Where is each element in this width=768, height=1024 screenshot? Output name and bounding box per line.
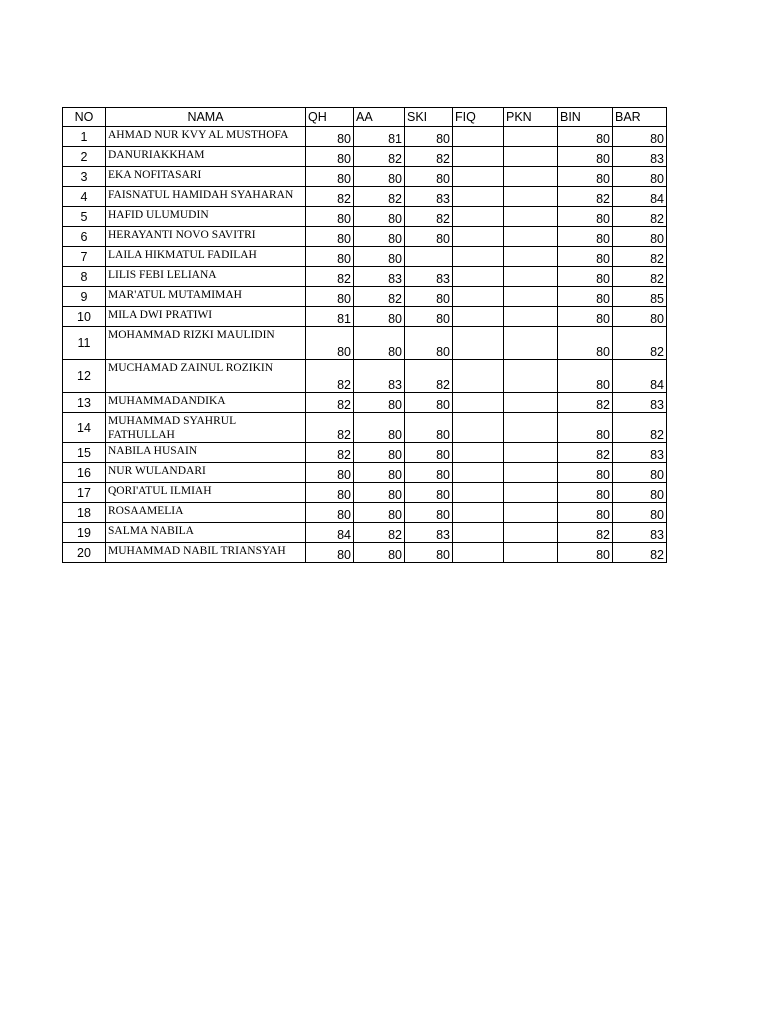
cell-pkn — [504, 127, 558, 147]
cell-ski: 80 — [405, 127, 453, 147]
cell-ski: 80 — [405, 327, 453, 360]
cell-qh: 82 — [306, 187, 354, 207]
cell-fiq — [453, 360, 504, 393]
cell-ski: 82 — [405, 147, 453, 167]
cell-nama: ROSAAMELIA — [106, 503, 306, 523]
cell-ski: 80 — [405, 543, 453, 563]
cell-bar: 84 — [613, 360, 667, 393]
cell-fiq — [453, 187, 504, 207]
cell-fiq — [453, 307, 504, 327]
cell-no: 14 — [63, 413, 106, 443]
cell-pkn — [504, 413, 558, 443]
cell-aa: 80 — [354, 483, 405, 503]
cell-bin: 80 — [558, 413, 613, 443]
table-row — [63, 187, 667, 207]
cell-bar: 82 — [613, 543, 667, 563]
table-row — [63, 287, 667, 307]
header-nama: NAMA — [106, 108, 306, 127]
cell-fiq — [453, 523, 504, 543]
cell-qh: 80 — [306, 227, 354, 247]
table-row — [63, 167, 667, 187]
cell-ski: 80 — [405, 287, 453, 307]
cell-no: 13 — [63, 393, 106, 413]
cell-nama: QORI'ATUL ILMIAH — [106, 483, 306, 503]
cell-aa: 83 — [354, 267, 405, 287]
cell-aa: 80 — [354, 167, 405, 187]
cell-no: 11 — [63, 327, 106, 360]
cell-aa: 82 — [354, 523, 405, 543]
cell-aa: 80 — [354, 247, 405, 267]
grades-table — [62, 107, 667, 563]
cell-bar: 82 — [613, 207, 667, 227]
cell-qh: 80 — [306, 483, 354, 503]
cell-aa: 80 — [354, 463, 405, 483]
cell-nama: MUCHAMAD ZAINUL ROZIKIN — [106, 360, 306, 393]
cell-no: 4 — [63, 187, 106, 207]
cell-fiq — [453, 483, 504, 503]
cell-bar: 82 — [613, 247, 667, 267]
cell-bar: 83 — [613, 523, 667, 543]
cell-ski: 80 — [405, 413, 453, 443]
cell-bar: 83 — [613, 443, 667, 463]
cell-nama: MOHAMMAD RIZKI MAULIDIN — [106, 327, 306, 360]
cell-no: 8 — [63, 267, 106, 287]
cell-bin: 80 — [558, 483, 613, 503]
cell-ski: 80 — [405, 227, 453, 247]
cell-pkn — [504, 463, 558, 483]
table-row — [63, 463, 667, 483]
cell-no: 6 — [63, 227, 106, 247]
cell-fiq — [453, 167, 504, 187]
cell-bin: 82 — [558, 523, 613, 543]
table-row — [63, 307, 667, 327]
cell-no: 18 — [63, 503, 106, 523]
cell-nama: MUHAMMAD NABIL TRIANSYAH — [106, 543, 306, 563]
cell-qh: 80 — [306, 167, 354, 187]
cell-bar: 80 — [613, 227, 667, 247]
cell-no: 16 — [63, 463, 106, 483]
cell-bar: 80 — [613, 463, 667, 483]
table-row — [63, 443, 667, 463]
cell-aa: 80 — [354, 443, 405, 463]
table-row — [63, 147, 667, 167]
cell-pkn — [504, 147, 558, 167]
cell-ski — [405, 247, 453, 267]
cell-nama: MUHAMMADANDIKA — [106, 393, 306, 413]
cell-pkn — [504, 187, 558, 207]
grades-sheet — [62, 107, 667, 563]
cell-bar: 80 — [613, 127, 667, 147]
cell-aa: 80 — [354, 503, 405, 523]
cell-nama: LILIS FEBI LELIANA — [106, 267, 306, 287]
cell-fiq — [453, 327, 504, 360]
cell-bin: 80 — [558, 227, 613, 247]
cell-bar: 84 — [613, 187, 667, 207]
cell-fiq — [453, 503, 504, 523]
table-row — [63, 523, 667, 543]
table-row — [63, 483, 667, 503]
cell-bin: 80 — [558, 147, 613, 167]
cell-fiq — [453, 393, 504, 413]
cell-bar: 80 — [613, 483, 667, 503]
cell-pkn — [504, 287, 558, 307]
table-row — [63, 207, 667, 227]
cell-no: 19 — [63, 523, 106, 543]
header-aa: AA — [354, 108, 405, 127]
cell-qh: 80 — [306, 327, 354, 360]
cell-pkn — [504, 483, 558, 503]
cell-ski: 80 — [405, 307, 453, 327]
cell-bar: 85 — [613, 287, 667, 307]
table-row — [63, 360, 667, 393]
cell-bin: 80 — [558, 167, 613, 187]
cell-fiq — [453, 147, 504, 167]
cell-fiq — [453, 463, 504, 483]
header-bar: BAR — [613, 108, 667, 127]
cell-bin: 80 — [558, 127, 613, 147]
cell-nama: MUHAMMAD SYAHRUL FATHULLAH — [106, 413, 306, 443]
cell-bin: 80 — [558, 543, 613, 563]
cell-fiq — [453, 247, 504, 267]
cell-pkn — [504, 247, 558, 267]
cell-pkn — [504, 267, 558, 287]
cell-no: 3 — [63, 167, 106, 187]
cell-no: 17 — [63, 483, 106, 503]
cell-ski: 83 — [405, 267, 453, 287]
cell-bin: 80 — [558, 360, 613, 393]
header-bin: BIN — [558, 108, 613, 127]
cell-nama: HERAYANTI NOVO SAVITRI — [106, 227, 306, 247]
cell-qh: 80 — [306, 147, 354, 167]
cell-qh: 82 — [306, 360, 354, 393]
cell-bin: 80 — [558, 267, 613, 287]
cell-no: 10 — [63, 307, 106, 327]
cell-qh: 80 — [306, 463, 354, 483]
cell-bar: 83 — [613, 393, 667, 413]
table-row — [63, 327, 667, 360]
cell-pkn — [504, 393, 558, 413]
cell-ski: 82 — [405, 207, 453, 227]
cell-qh: 82 — [306, 393, 354, 413]
cell-ski: 83 — [405, 187, 453, 207]
cell-bin: 82 — [558, 443, 613, 463]
cell-aa: 80 — [354, 227, 405, 247]
cell-no: 2 — [63, 147, 106, 167]
cell-bin: 82 — [558, 187, 613, 207]
header-pkn: PKN — [504, 108, 558, 127]
cell-nama: MAR'ATUL MUTAMIMAH — [106, 287, 306, 307]
cell-pkn — [504, 327, 558, 360]
cell-aa: 80 — [354, 307, 405, 327]
cell-aa: 80 — [354, 207, 405, 227]
cell-pkn — [504, 443, 558, 463]
cell-ski: 80 — [405, 393, 453, 413]
cell-fiq — [453, 287, 504, 307]
cell-ski: 80 — [405, 463, 453, 483]
cell-bar: 80 — [613, 167, 667, 187]
cell-qh: 80 — [306, 247, 354, 267]
cell-aa: 82 — [354, 187, 405, 207]
cell-bin: 80 — [558, 503, 613, 523]
cell-aa: 82 — [354, 287, 405, 307]
table-row — [63, 393, 667, 413]
cell-qh: 82 — [306, 267, 354, 287]
cell-qh: 84 — [306, 523, 354, 543]
table-row — [63, 267, 667, 287]
cell-no: 12 — [63, 360, 106, 393]
cell-no: 1 — [63, 127, 106, 147]
cell-aa: 80 — [354, 413, 405, 443]
cell-nama: LAILA HIKMATUL FADILAH — [106, 247, 306, 267]
cell-aa: 80 — [354, 543, 405, 563]
cell-pkn — [504, 523, 558, 543]
cell-bin: 80 — [558, 307, 613, 327]
cell-ski: 80 — [405, 167, 453, 187]
cell-no: 20 — [63, 543, 106, 563]
cell-fiq — [453, 413, 504, 443]
cell-bar: 82 — [613, 327, 667, 360]
table-row — [63, 127, 667, 147]
cell-qh: 80 — [306, 207, 354, 227]
table-row — [63, 247, 667, 267]
cell-bin: 80 — [558, 207, 613, 227]
cell-fiq — [453, 207, 504, 227]
table-row — [63, 503, 667, 523]
cell-aa: 81 — [354, 127, 405, 147]
table-row — [63, 543, 667, 563]
cell-ski: 82 — [405, 360, 453, 393]
cell-bin: 80 — [558, 327, 613, 360]
cell-pkn — [504, 503, 558, 523]
cell-ski: 80 — [405, 483, 453, 503]
cell-pkn — [504, 167, 558, 187]
cell-nama: SALMA NABILA — [106, 523, 306, 543]
cell-nama: FAISNATUL HAMIDAH SYAHARAN — [106, 187, 306, 207]
cell-qh: 80 — [306, 287, 354, 307]
cell-nama: EKA NOFITASARI — [106, 167, 306, 187]
cell-bin: 80 — [558, 463, 613, 483]
header-qh: QH — [306, 108, 354, 127]
header-ski: SKI — [405, 108, 453, 127]
cell-nama: HAFID ULUMUDIN — [106, 207, 306, 227]
cell-fiq — [453, 443, 504, 463]
cell-aa: 83 — [354, 360, 405, 393]
cell-no: 15 — [63, 443, 106, 463]
cell-nama: DANURIAKKHAM — [106, 147, 306, 167]
cell-qh: 80 — [306, 503, 354, 523]
cell-pkn — [504, 543, 558, 563]
cell-bin: 82 — [558, 393, 613, 413]
cell-aa: 82 — [354, 147, 405, 167]
cell-fiq — [453, 267, 504, 287]
cell-qh: 80 — [306, 543, 354, 563]
cell-nama: AHMAD NUR KVY AL MUSTHOFA — [106, 127, 306, 147]
cell-bin: 80 — [558, 247, 613, 267]
cell-ski: 80 — [405, 503, 453, 523]
cell-fiq — [453, 127, 504, 147]
cell-bar: 80 — [613, 503, 667, 523]
cell-no: 9 — [63, 287, 106, 307]
cell-ski: 83 — [405, 523, 453, 543]
header-row — [63, 108, 667, 127]
cell-qh: 81 — [306, 307, 354, 327]
cell-bar: 82 — [613, 267, 667, 287]
cell-pkn — [504, 227, 558, 247]
header-no: NO — [63, 108, 106, 127]
cell-bar: 80 — [613, 307, 667, 327]
cell-aa: 80 — [354, 327, 405, 360]
table-row — [63, 413, 667, 443]
cell-ski: 80 — [405, 443, 453, 463]
cell-pkn — [504, 207, 558, 227]
table-row — [63, 227, 667, 247]
cell-pkn — [504, 360, 558, 393]
cell-bar: 82 — [613, 413, 667, 443]
cell-nama: MILA DWI PRATIWI — [106, 307, 306, 327]
cell-nama: NUR WULANDARI — [106, 463, 306, 483]
cell-qh: 80 — [306, 127, 354, 147]
cell-qh: 82 — [306, 443, 354, 463]
cell-bin: 80 — [558, 287, 613, 307]
cell-aa: 80 — [354, 393, 405, 413]
cell-fiq — [453, 543, 504, 563]
cell-pkn — [504, 307, 558, 327]
cell-bar: 83 — [613, 147, 667, 167]
cell-fiq — [453, 227, 504, 247]
cell-no: 5 — [63, 207, 106, 227]
cell-nama: NABILA HUSAIN — [106, 443, 306, 463]
cell-qh: 82 — [306, 413, 354, 443]
cell-no: 7 — [63, 247, 106, 267]
header-fiq: FIQ — [453, 108, 504, 127]
